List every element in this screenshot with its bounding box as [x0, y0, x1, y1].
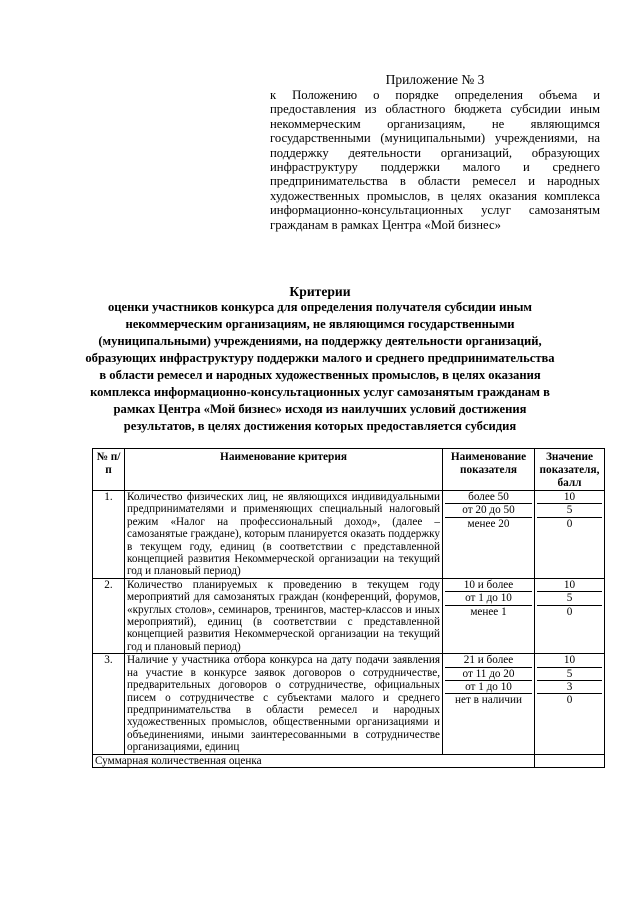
indicator-item: от 1 до 10 — [445, 592, 532, 605]
total-label: Суммарная количественная оценка — [93, 754, 535, 767]
total-value — [535, 754, 605, 767]
header-name: Наименование критерия — [125, 449, 443, 491]
row-indicators — [443, 578, 535, 653]
indicator-item: нет в наличии — [455, 694, 522, 707]
row-values — [535, 491, 605, 579]
criteria-subtitle: оценки участников конкурса для определения получателя субсидии иным некоммерческим организациям, не являющимся государственными (муниципальными) учреждениями, на поддержку деятельности организаций, образующих инфраструктуру поддержки малого и среднего предпринимательства в области ремесел и народных художественных промыслов, в целях оказания комплекса информационно-консультационных услуг самозанятым гражданам в рамках Центра «Мой бизнес» исходя из наилучших условий достижения результатов, в целях достижения которых предоставляется субсидия — [85, 300, 555, 433]
value-item: 5 — [537, 668, 602, 681]
criteria-title: Критерии — [289, 284, 351, 299]
value-item: 0 — [566, 605, 573, 618]
row-values — [535, 578, 605, 653]
appendix-block — [270, 72, 600, 232]
row-indicators — [443, 654, 535, 754]
indicator-item: 21 и более — [445, 654, 532, 667]
value-item: 5 — [537, 504, 602, 517]
table-row — [93, 578, 605, 653]
row-num: 3. — [93, 654, 125, 754]
table-total-row — [93, 754, 605, 767]
value-item: 10 — [537, 654, 602, 667]
row-num: 1. — [93, 491, 125, 579]
indicator-item: 10 и более — [445, 579, 532, 592]
value-item: 5 — [537, 592, 602, 605]
row-values — [535, 654, 605, 754]
indicator-item: менее 1 — [470, 605, 507, 618]
row-desc: Количество физических лиц, не являющихся индивидуальными предпринимателями и применяющих специальный налоговый режим «Налог на профессиональный доход», (далее – самозанятые граждане), которым планируется оказать поддержку в текущем году, единиц (в соответствии с представленной концепцией развития Некоммерческой организации на текущий год и плановый период) — [125, 491, 443, 579]
value-item: 10 — [537, 579, 602, 592]
table-header-row — [93, 449, 605, 491]
indicator-item: от 20 до 50 — [445, 504, 532, 517]
table-row — [93, 654, 605, 754]
value-item: 10 — [537, 491, 602, 504]
row-indicators — [443, 491, 535, 579]
header-value: Значение показателя, балл — [535, 449, 605, 491]
header-num: № п/п — [93, 449, 125, 491]
appendix-text: к Положению о порядке определения объема и предоставления из областного бюджета субсидии иным некоммерческим организациям, не являющимся государственными (муниципальными) учреждениями, на поддержку деятельности организаций, образующих инфраструктуру поддержки малого и среднего предпринимательства в области ремесел и народных художественных промыслов, в целях оказания комплекса информационно-консультационных услуг самозанятым гражданам в рамках Центра «Мой бизнес» — [270, 88, 600, 232]
indicator-item: от 1 до 10 — [445, 681, 532, 694]
row-num: 2. — [93, 578, 125, 653]
criteria-table — [92, 448, 605, 768]
value-item: 0 — [566, 517, 573, 530]
header-indicator: Наименование показателя — [443, 449, 535, 491]
row-desc: Количество планируемых к проведению в текущем году мероприятий для самозанятых граждан (конференций, форумов, «круглых столов», семинаров, тренингов, мастер-классов и иных мероприятий), единиц (в соответствии с представленной концепцией развития Некоммерческой организации на текущий год и плановый период) — [125, 578, 443, 653]
indicator-item: менее 20 — [467, 517, 510, 530]
table-row — [93, 491, 605, 579]
appendix-title: Приложение № 3 — [385, 72, 485, 87]
value-item: 0 — [566, 694, 573, 707]
row-desc: Наличие у участника отбора конкурса на дату подачи заявления на участие в конкурсе заявок договоров о сотрудничестве, предварительных договоров о сотрудничестве, официальных писем о сотрудничестве с субъектами малого и среднего предпринимательства в области ремесел и народных художественных промыслов, общественными организациями и объединениями, иными заинтересованными в сотрудничестве организациями, единиц — [125, 654, 443, 754]
indicator-item: более 50 — [445, 491, 532, 504]
value-item: 3 — [537, 681, 602, 694]
indicator-item: от 11 до 20 — [445, 668, 532, 681]
